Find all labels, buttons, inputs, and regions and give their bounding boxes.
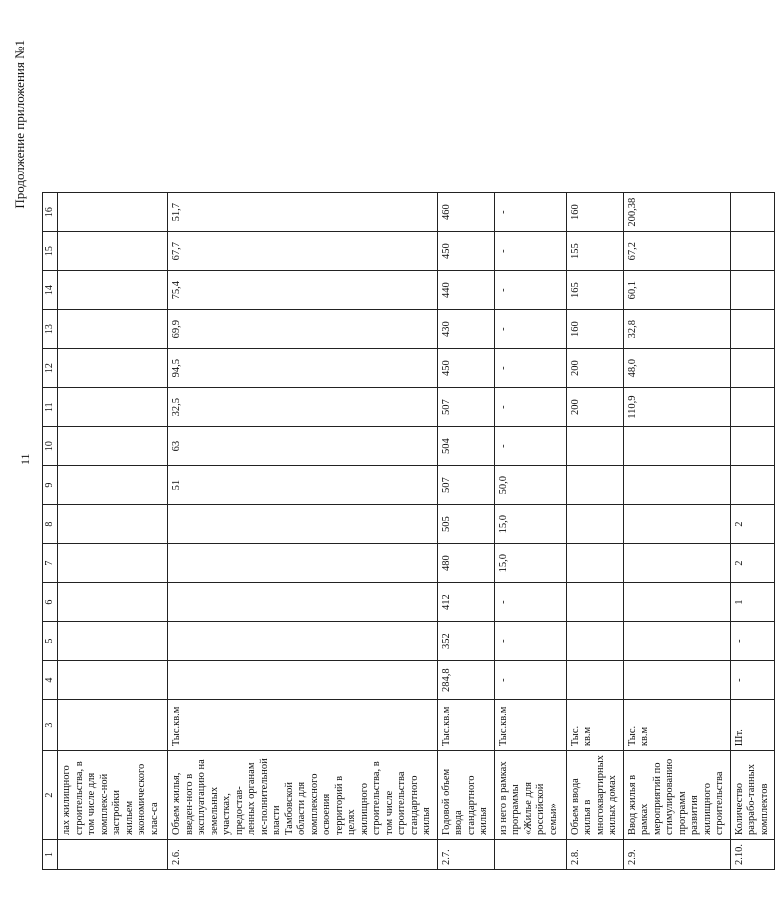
value-cell: 15,0 (494, 505, 566, 544)
col-header: 2 (43, 751, 58, 840)
value-cell (730, 232, 775, 271)
value-cell (730, 310, 775, 349)
value-cell: 51 (168, 466, 438, 505)
row-label-cell: Годовой объем ввода стандартного жилья (437, 751, 494, 840)
row-label-cell: лах жилищного строительства, в том числе для комплекс-ной застройки жильем экономического клас-са (58, 751, 168, 840)
page-number: 11 (18, 453, 32, 465)
value-cell: 504 (437, 427, 494, 466)
value-cell (58, 466, 168, 505)
header-row (43, 193, 58, 870)
col-header: 4 (43, 661, 58, 700)
unit-cell: Тыс. кв.м (623, 700, 730, 751)
value-cell (168, 544, 438, 583)
value-cell: 67,2 (623, 232, 730, 271)
col-header: 6 (43, 583, 58, 622)
value-cell: - (730, 661, 775, 700)
value-cell: 505 (437, 505, 494, 544)
value-cell (58, 544, 168, 583)
col-header: 9 (43, 466, 58, 505)
value-cell: - (494, 661, 566, 700)
value-cell: - (730, 622, 775, 661)
value-cell: - (494, 583, 566, 622)
value-cell: 94,5 (168, 349, 438, 388)
value-cell (58, 622, 168, 661)
value-cell: 200,38 (623, 193, 730, 232)
row-number-cell: 2.9. (623, 840, 730, 870)
unit-cell: Тыс.кв.м (494, 700, 566, 751)
value-cell: 155 (566, 232, 623, 271)
value-cell: 352 (437, 622, 494, 661)
value-cell (566, 544, 623, 583)
value-cell: 450 (437, 349, 494, 388)
value-cell (58, 193, 168, 232)
value-cell (730, 193, 775, 232)
table-row (566, 193, 623, 870)
value-cell: 160 (566, 310, 623, 349)
unit-cell (58, 700, 168, 751)
value-cell: - (494, 193, 566, 232)
value-cell (623, 427, 730, 466)
value-cell (58, 427, 168, 466)
value-cell: 507 (437, 388, 494, 427)
row-number-cell (58, 840, 168, 870)
value-cell: 450 (437, 232, 494, 271)
table-row (730, 193, 775, 870)
table-row (623, 193, 730, 870)
value-cell: 50,0 (494, 466, 566, 505)
value-cell: 32,8 (623, 310, 730, 349)
table-row (168, 193, 438, 870)
unit-cell: Шт. (730, 700, 775, 751)
value-cell (58, 310, 168, 349)
value-cell: 412 (437, 583, 494, 622)
value-cell (566, 505, 623, 544)
col-header: 3 (43, 700, 58, 751)
row-number-cell: 2.6. (168, 840, 438, 870)
value-cell (566, 661, 623, 700)
unit-cell: Тыс.кв.м (168, 700, 438, 751)
value-cell: 60,1 (623, 271, 730, 310)
row-label-cell: Объем ввода жилья в многоквартирных жилых домах (566, 751, 623, 840)
col-header: 15 (43, 232, 58, 271)
row-label-cell: Объем жилья, введен-ного в эксплуатацию на земельных участках, предостав-ленных органам ис-полнительной власти Тамбовской области для комплексного освоения территорий в целях жилищного строительства, в том числе строительства стандартного жилья (168, 751, 438, 840)
value-cell: 15,0 (494, 544, 566, 583)
table-row (437, 193, 494, 870)
value-cell: 75,4 (168, 271, 438, 310)
value-cell: 2 (730, 544, 775, 583)
col-header: 1 (43, 840, 58, 870)
col-header: 12 (43, 349, 58, 388)
value-cell (58, 388, 168, 427)
table-row (58, 193, 168, 870)
col-header: 11 (43, 388, 58, 427)
value-cell (566, 583, 623, 622)
value-cell (168, 661, 438, 700)
unit-cell: Тыс. кв.м (566, 700, 623, 751)
unit-cell: Тыс.кв.м (437, 700, 494, 751)
value-cell: 430 (437, 310, 494, 349)
col-header: 10 (43, 427, 58, 466)
value-cell: 200 (566, 349, 623, 388)
col-header: 7 (43, 544, 58, 583)
value-cell (623, 583, 730, 622)
row-label-cell: из него в рамках программы «Жилье для российской семьи» (494, 751, 566, 840)
value-cell (623, 466, 730, 505)
value-cell: 63 (168, 427, 438, 466)
value-cell: 69,9 (168, 310, 438, 349)
value-cell (566, 427, 623, 466)
value-cell (168, 583, 438, 622)
value-cell: - (494, 427, 566, 466)
value-cell: 200 (566, 388, 623, 427)
row-label-cell: Ввод жилья в рамках мероприятий по стимулированию программ развития жилищного строительства (623, 751, 730, 840)
col-header: 14 (43, 271, 58, 310)
value-cell (168, 622, 438, 661)
row-number-cell (494, 840, 566, 870)
value-cell: - (494, 388, 566, 427)
value-cell (730, 349, 775, 388)
value-cell (623, 661, 730, 700)
value-cell: 51,7 (168, 193, 438, 232)
value-cell: 165 (566, 271, 623, 310)
value-cell (566, 466, 623, 505)
row-number-cell: 2.10. (730, 840, 775, 870)
value-cell: 507 (437, 466, 494, 505)
row-number-cell: 2.8. (566, 840, 623, 870)
col-header: 13 (43, 310, 58, 349)
value-cell (58, 583, 168, 622)
value-cell: - (494, 271, 566, 310)
value-cell (623, 544, 730, 583)
value-cell (623, 622, 730, 661)
value-cell (58, 661, 168, 700)
row-label-cell: Количество разрабо-танных комплектов (730, 751, 775, 840)
value-cell: 67,7 (168, 232, 438, 271)
value-cell (58, 505, 168, 544)
value-cell: 2 (730, 505, 775, 544)
row-number-cell: 2.7. (437, 840, 494, 870)
value-cell (58, 349, 168, 388)
value-cell (730, 271, 775, 310)
value-cell (730, 427, 775, 466)
value-cell (58, 271, 168, 310)
value-cell (58, 232, 168, 271)
data-table (42, 192, 775, 870)
value-cell: 460 (437, 193, 494, 232)
value-cell: - (494, 622, 566, 661)
value-cell: 284,8 (437, 661, 494, 700)
appendix-caption: Продолжение приложения №1 (12, 40, 27, 209)
table-row (494, 193, 566, 870)
value-cell: - (494, 232, 566, 271)
value-cell (168, 505, 438, 544)
value-cell: 480 (437, 544, 494, 583)
col-header: 5 (43, 622, 58, 661)
value-cell: 1 (730, 583, 775, 622)
table-body (58, 193, 775, 870)
value-cell (623, 505, 730, 544)
value-cell: 440 (437, 271, 494, 310)
col-header: 8 (43, 505, 58, 544)
value-cell: 110,9 (623, 388, 730, 427)
value-cell (730, 388, 775, 427)
value-cell: 32,5 (168, 388, 438, 427)
value-cell: 160 (566, 193, 623, 232)
value-cell (566, 622, 623, 661)
value-cell: - (494, 349, 566, 388)
value-cell (730, 466, 775, 505)
value-cell: 48,0 (623, 349, 730, 388)
value-cell: - (494, 310, 566, 349)
col-header: 16 (43, 193, 58, 232)
